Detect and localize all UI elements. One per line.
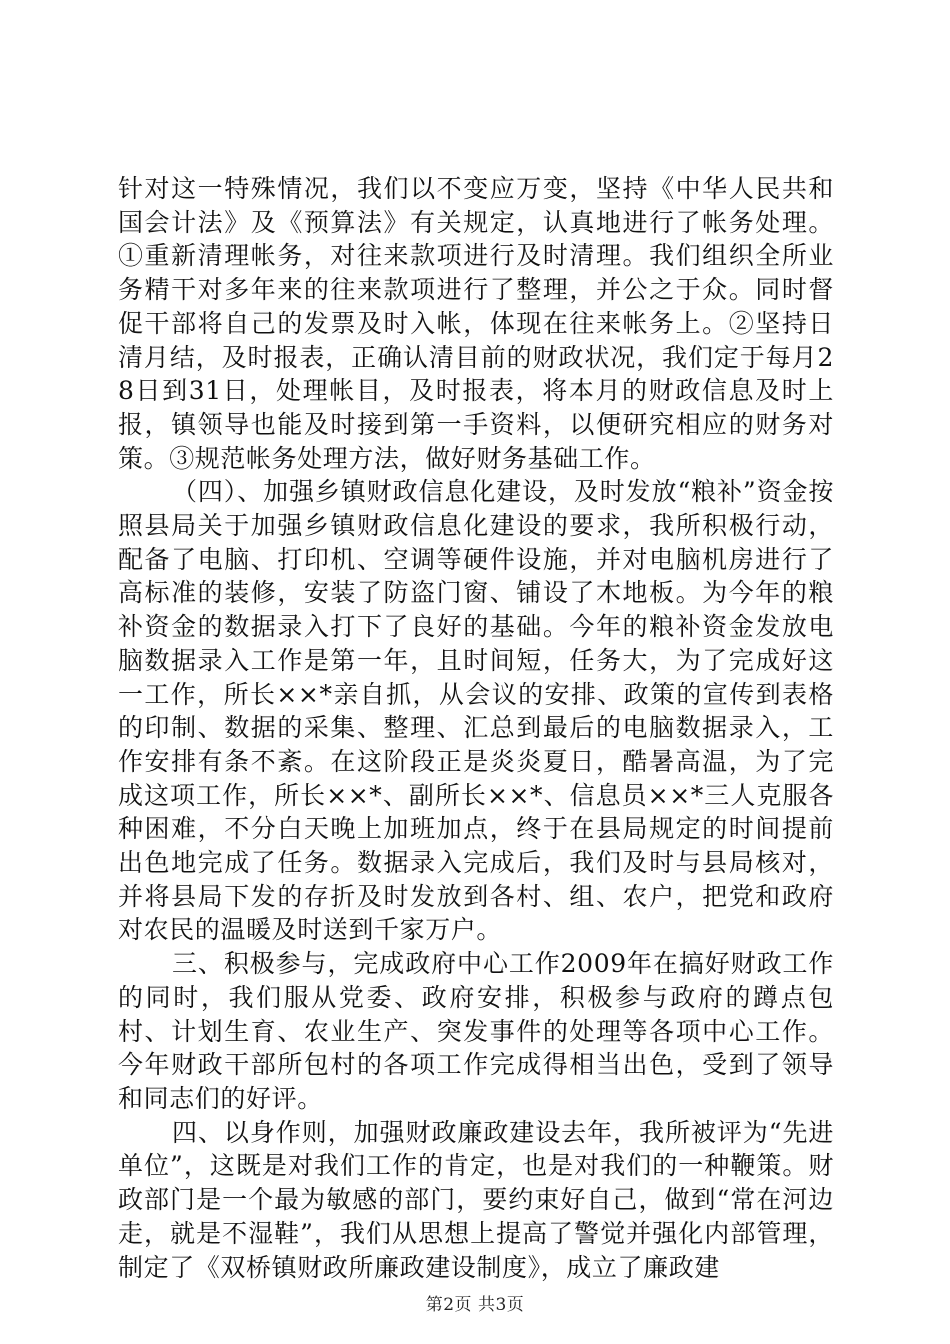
document-body bbox=[118, 172, 834, 1284]
paragraph-1: 针对这一特殊情况，我们以不变应万变，坚持《中华人民共和国会计法》及《预算法》有关规定，认真地进行了帐务处理。①重新清理帐务，对往来款项进行及时清理。我们组织全所业务精干对多年来的往来款项进行了整理，并公之于众。同时督促干部将自己的发票及时入帐，体现在往来帐务上。②坚持日清月结，及时报表，正确认清目前的财政状况，我们定于每月28日到31日，处理帐目，及时报表，将本月的财政信息及时上报，镇领导也能及时接到第一手资料，以便研究相应的财务对策。③规范帐务处理方法，做好财务基础工作。 bbox=[118, 174, 834, 473]
paragraph-3: 三、积极参与，完成政府中心工作2009年在搞好财政工作的同时，我们服从党委、政府安排，积极参与政府的蹲点包村、计划生育、农业生产、突发事件的处理等各项中心工作。今年财政干部所包村的各项工作完成得相当出色，受到了领导和同志们的好评。 bbox=[118, 949, 834, 1113]
paragraph-4: 四、以身作则，加强财政廉政建设去年，我所被评为“先进单位”，这既是对我们工作的肯定，也是对我们的一种鞭策。财政部门是一个最为敏感的部门，要约束好自己，做到“常在河边走，就是不湿鞋”，我们从思想上提高了警觉并强化内部管理，制定了《双桥镇财政所廉政建设制度》，成立了廉政建 bbox=[118, 1117, 834, 1282]
page-footer: 第2页 共3页 bbox=[425, 1295, 525, 1315]
paragraph-2: （四）、加强乡镇财政信息化建设，及时发放“粮补”资金按照县局关于加强乡镇财政信息化建设的要求，我所积极行动，配备了电脑、打印机、空调等硬件设施，并对电脑机房进行了高标准的装修，安装了防盗门窗、铺设了木地板。为今年的粮补资金的数据录入打下了良好的基础。今年的粮补资金发放电脑数据录入工作是第一年，且时间短，任务大，为了完成好这一工作，所长××*亲自抓，从会议的安排、政策的宣传到表格的印制、数据的采集、整理、汇总到最后的电脑数据录入，工作安排有条不紊。在这阶段正是炎炎夏日，酷暑高温，为了完成这项工作，所长××*、副所长××*、信息员××*三人克服各种困难，不分白天晚上加班加点，终于在县局规定的时间提前出色地完成了任务。数据录入完成后，我们及时与县局核对，并将县局下发的存折及时发放到各村、组、农户，把党和政府对农民的温暖及时送到千家万户。 bbox=[118, 477, 834, 945]
